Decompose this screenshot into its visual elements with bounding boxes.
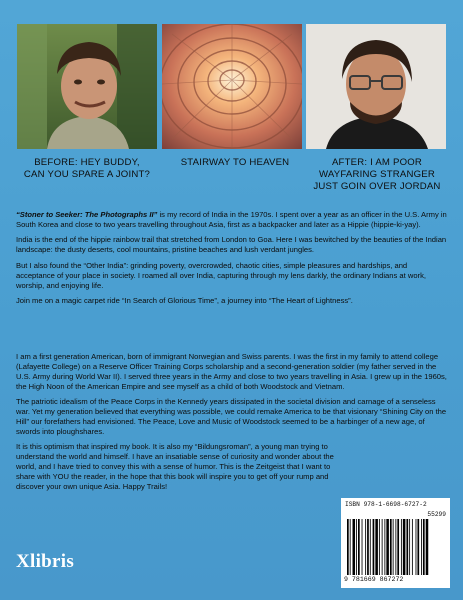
- price-code: 55299: [427, 511, 446, 518]
- isbn-text: ISBN 978-1-6698-6727-2: [345, 501, 427, 508]
- publisher-logo: Xlibris: [16, 551, 75, 572]
- intro-paragraph-1: [16, 210, 447, 230]
- before-photo: [17, 24, 157, 149]
- before-caption: [12, 157, 162, 181]
- barcode-bars: [345, 519, 446, 575]
- stairway-photo: [162, 24, 302, 149]
- barcode-digits: 9 781669 867272: [344, 576, 404, 583]
- caption-line: BEFORE: HEY BUDDY, CAN YOU SPARE A JOINT?: [23, 157, 151, 180]
- intro-text: is my record of India in the 1970s. I spent over a year as an officer in the U.S. Army in South Korea and close to two years travelling throughout Asia, first as a backpacker and later as a Hippie (hippie-ki-yay).: [16, 210, 447, 229]
- after-caption: [302, 157, 452, 193]
- bio-paragraph-3: It is this optimism that inspired my book. It is also my “Bildungsroman”, a young man trying to understand the world and himself. I have an insatiable sense of curiosity and wonder about the world, and I have tried to convey this with a sense of humor. This is the Zeitgeist that I want to share with YOU the reader, in the hope that this book will inspire you to get off your rump and discover your own unique Asia. Happy Trails!: [16, 442, 334, 492]
- intro-paragraph-4: Join me on a magic carpet ride “In Search of Glorious Time”, a journey into “The Heart of Lightness”.: [16, 296, 353, 306]
- bio-paragraph-1: I am a first generation American, born of immigrant Norwegian and Swiss parents. I was the first in my family to attend college (Lafayette College) on a Reserve Officer Training Corps scholarship and a second-generation soldier (my father served in the U.S. Army during World War II). I served three years in the Army and close to two years travelling in Asia. I grew up in the 1960s, the High Noon of the American Empire and see myself as a child of both Woodstock and Vietnam.: [16, 352, 447, 391]
- intro-paragraph-3: But I also found the “Other India”: grinding poverty, overcrowded, chaotic cities, simple pleasures and hardships, and acceptance of your place in society. I roamed all over India, capturing through my lens darkly, the ordinary Indians at work, worship, and enjoying life.: [16, 260, 426, 290]
- book-title: “Stoner to Seeker: The Photographs II”: [16, 210, 158, 219]
- bio-section: [16, 352, 447, 498]
- after-photo: [306, 24, 446, 149]
- caption-line: STAIRWAY TO HEAVEN: [180, 157, 290, 168]
- barcode: [341, 498, 450, 588]
- caption-line: AFTER: I AM POOR WAYFARING STRANGER JUST GOIN OVER JORDAN: [313, 157, 441, 192]
- stairway-caption: [160, 157, 310, 169]
- bio-paragraph-2: The patriotic idealism of the Peace Corps in the Kennedy years dissipated in the societal division and carnage of a senseless war. Yet my generation believed that everything was possible, we could remake America to be that visionary “Shining City on the Hill” our forefathers had envisioned. The Peace, Love and Music of Woodstock seemed to be a harbinger of a new age, of swords into ploughshares.: [16, 397, 447, 436]
- intro-paragraph-2: India is the end of the hippie rainbow trail that stretched from London to Goa. Here I was bewitched by the beauties of the Indian landscape: the dusty deserts, cool mountains, pristine beaches and lush verdant jungles.: [16, 235, 447, 255]
- intro-section: [16, 210, 447, 312]
